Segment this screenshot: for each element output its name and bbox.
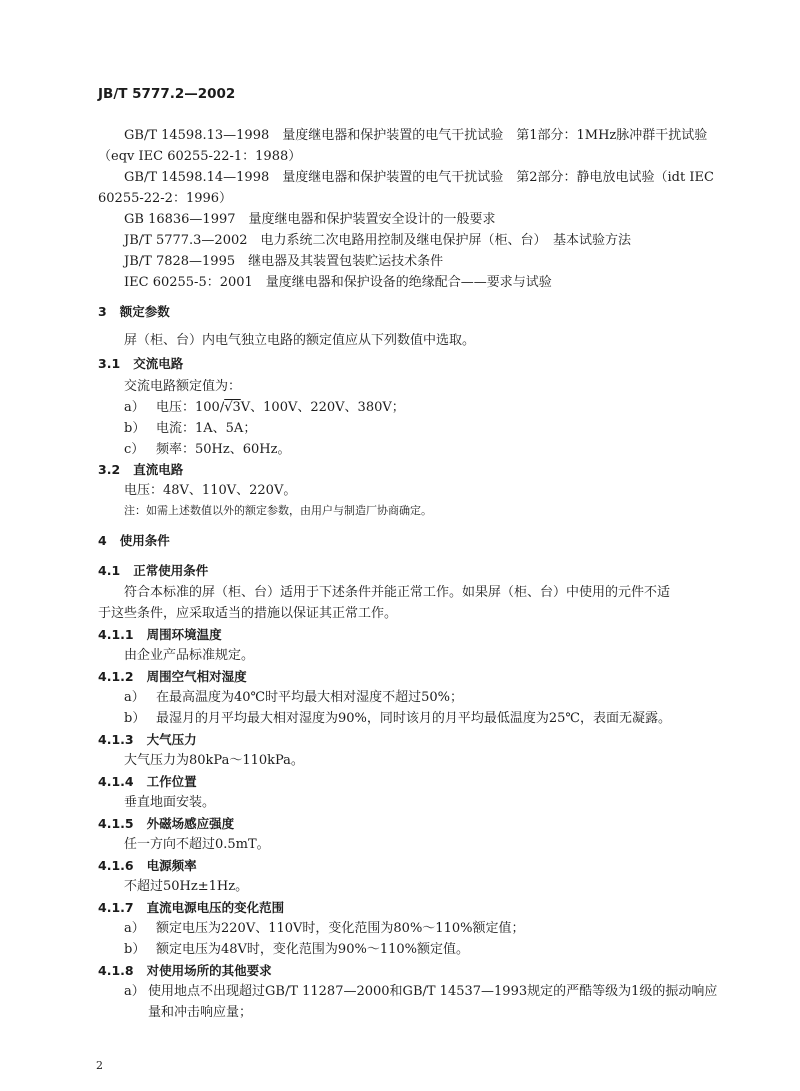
list-text: 额定电压为220V、110V时，变化范围为80%～110%额定值； bbox=[156, 921, 525, 936]
list-marker: a） bbox=[124, 690, 145, 705]
subsection-title: 工作位置 bbox=[146, 774, 197, 789]
list-marker: b） bbox=[124, 711, 146, 726]
list-marker: b） bbox=[124, 942, 146, 957]
reference-line: GB/T 14598.13—1998 量度继电器和保护装置的电气干扰试验 第1部分：1MHz脉冲群干扰试验 bbox=[124, 128, 708, 143]
list-item bbox=[124, 984, 717, 1000]
document-header-id: JB/T 5777.2—2002 bbox=[98, 86, 236, 102]
paragraph: 不超过50Hz±1Hz。 bbox=[124, 879, 249, 894]
subsection-title: 大气压力 bbox=[146, 732, 197, 747]
note-text: 注：如需上述数值以外的额定参数，由用户与制造厂协商确定。 bbox=[124, 504, 432, 517]
reference-line: GB 16836—1997 量度继电器和保护装置安全设计的一般要求 bbox=[124, 212, 496, 227]
list-text: 使用地点不出现超过GB/T 11287—2000和GB/T 14537—1993规定的严酷等级为1级的振动响应 bbox=[148, 984, 718, 999]
list-item bbox=[124, 690, 463, 706]
subsection-title: 交流电路 bbox=[133, 356, 184, 371]
reference-line: JB/T 5777.3—2002 电力系统二次电路用控制及继电保护屏（柜、台） 基本试验方法 bbox=[124, 233, 632, 248]
subsection-heading bbox=[98, 627, 222, 643]
list-text: 额定电压为48V时，变化范围为90%～110%额定值。 bbox=[156, 942, 469, 957]
paragraph: 大气压力为80kPa～110kPa。 bbox=[124, 753, 304, 768]
subsection-heading bbox=[98, 356, 183, 372]
list-item bbox=[124, 400, 405, 416]
section-number: 4 bbox=[98, 533, 107, 548]
list-item bbox=[124, 442, 290, 458]
reference-line: IEC 60255-5：2001 量度继电器和保护设备的绝缘配合——要求与试验 bbox=[124, 275, 552, 290]
reference-line: JB/T 7828—1995 继电器及其装置包装贮运技术条件 bbox=[124, 254, 444, 269]
reference-line: 60255-22-2：1996） bbox=[98, 191, 233, 206]
list-text: 在最高温度为40℃时平均最大相对湿度不超过50%； bbox=[156, 690, 463, 705]
subsection-title: 周围环境温度 bbox=[146, 627, 222, 642]
sqrt-three: √3 bbox=[224, 400, 241, 415]
subsection-title: 周围空气相对湿度 bbox=[146, 669, 247, 684]
voltage-prefix: 电压：100/ bbox=[156, 400, 225, 415]
list-marker: b） bbox=[124, 421, 146, 436]
voltage-values: V、100V、220V、380V； bbox=[240, 400, 405, 415]
subsection-title: 外磁场感应强度 bbox=[146, 816, 235, 831]
list-marker: c） bbox=[124, 442, 145, 457]
subsection-heading bbox=[98, 816, 234, 832]
page-number: 2 bbox=[96, 1059, 103, 1072]
subsection-title: 直流电路 bbox=[133, 462, 184, 477]
subsection-number: 3.2 bbox=[98, 462, 121, 477]
list-text: 最湿月的月平均最大相对湿度为90%，同时该月的月平均最低温度为25℃，表面无凝露。 bbox=[156, 711, 671, 726]
section-title: 额定参数 bbox=[119, 304, 170, 319]
subsection-heading bbox=[98, 462, 183, 478]
subsection-heading bbox=[98, 563, 208, 579]
subsection-title: 电源频率 bbox=[146, 858, 197, 873]
paragraph: 电压：48V、110V、220V。 bbox=[124, 483, 297, 498]
list-marker: a） bbox=[124, 984, 145, 999]
subsection-heading bbox=[98, 963, 272, 979]
subsection-number: 4.1.7 bbox=[98, 900, 134, 915]
section-heading bbox=[98, 533, 170, 549]
subsection-heading bbox=[98, 900, 284, 916]
subsection-heading bbox=[98, 669, 247, 685]
paragraph: 任一方向不超过0.5mT。 bbox=[124, 837, 270, 852]
list-item bbox=[124, 711, 671, 727]
list-text: 电流：1A、5A； bbox=[156, 421, 257, 436]
paragraph: 屏（柜、台）内电气独立电路的额定值应从下列数值中选取。 bbox=[124, 333, 476, 348]
subsection-number: 4.1.4 bbox=[98, 774, 134, 789]
subsection-heading bbox=[98, 774, 197, 790]
subsection-number: 4.1.1 bbox=[98, 627, 134, 642]
paragraph: 由企业产品标准规定。 bbox=[124, 648, 255, 663]
reference-line: （eqv IEC 60255-22-1：1988） bbox=[98, 149, 302, 164]
section-number: 3 bbox=[98, 304, 107, 319]
subsection-number: 4.1.8 bbox=[98, 963, 134, 978]
paragraph: 符合本标准的屏（柜、台）适用于下述条件并能正常工作。如果屏（柜、台）中使用的元件不适 bbox=[124, 585, 671, 600]
subsection-number: 3.1 bbox=[98, 356, 121, 371]
subsection-number: 4.1 bbox=[98, 563, 121, 578]
subsection-number: 4.1.3 bbox=[98, 732, 134, 747]
subsection-number: 4.1.6 bbox=[98, 858, 134, 873]
list-item bbox=[124, 942, 469, 958]
section-heading bbox=[98, 304, 170, 320]
subsection-number: 4.1.5 bbox=[98, 816, 134, 831]
list-item-continuation: 量和冲击响应量； bbox=[148, 1005, 253, 1020]
subsection-number: 4.1.2 bbox=[98, 669, 134, 684]
subsection-title: 正常使用条件 bbox=[133, 563, 209, 578]
list-item bbox=[124, 421, 256, 437]
paragraph: 垂直地面安装。 bbox=[124, 795, 216, 810]
list-marker: a） bbox=[124, 921, 145, 936]
list-marker: a） bbox=[124, 400, 145, 415]
subsection-heading bbox=[98, 732, 197, 748]
paragraph: 于这些条件，应采取适当的措施以保证其正常工作。 bbox=[98, 606, 398, 621]
list-text: 频率：50Hz、60Hz。 bbox=[156, 442, 291, 457]
subsection-heading bbox=[98, 858, 197, 874]
paragraph: 交流电路额定值为： bbox=[124, 379, 242, 394]
section-title: 使用条件 bbox=[119, 533, 170, 548]
reference-line: GB/T 14598.14—1998 量度继电器和保护装置的电气干扰试验 第2部分：静电放电试验（idt IEC bbox=[124, 170, 714, 185]
subsection-title: 对使用场所的其他要求 bbox=[146, 963, 272, 978]
subsection-title: 直流电源电压的变化范围 bbox=[146, 900, 285, 915]
list-item bbox=[124, 921, 524, 937]
